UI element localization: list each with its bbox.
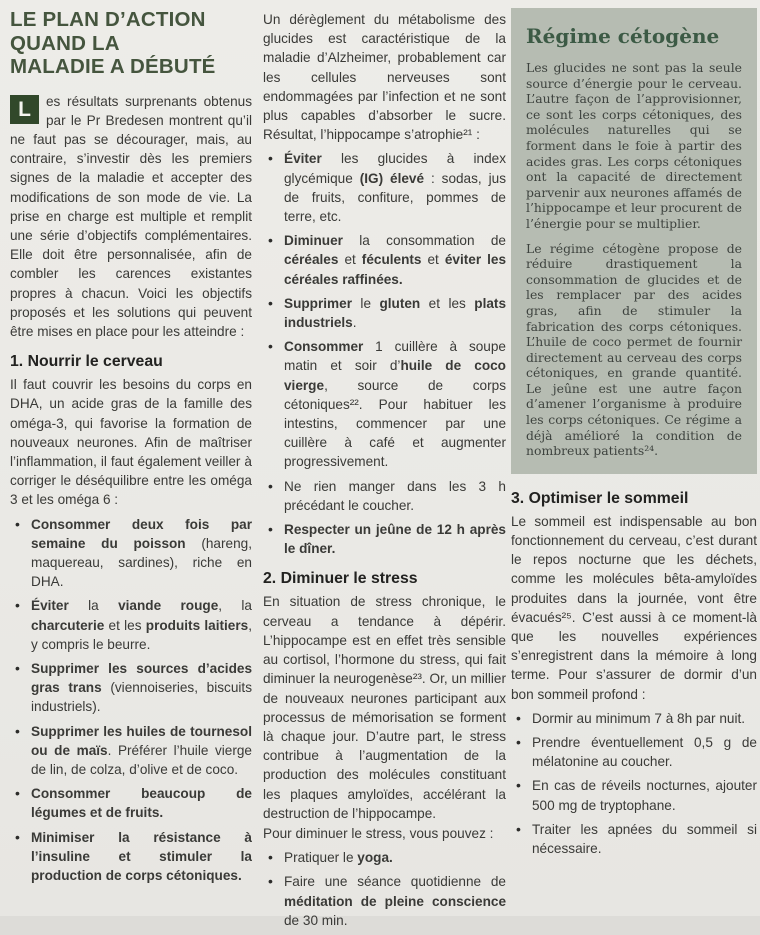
list-item: • Éviter les glucides à index glycémique (IG) élevé : sodas, jus de fruits, confiture, pommes de terre, etc. (263, 149, 506, 226)
list-item: • Diminuer la consommation de céréales et féculents et éviter les céréales raffinées. (263, 231, 506, 289)
list-item: • Minimiser la résistance à l’insuline et stimuler la production de corps cétoniques. (10, 828, 252, 886)
sidebar-box-paragraph: Les glucides ne sont pas la seule source d’énergie pour le cerveau. L’autre façon de l’approvisionner, ce sont les corps cétoniques, des molécules naturelles qui se forment dans le foie à partir des acides gras. Les corps cétoniques ont la capacité de directement parvenir aux neurones affamés de l’hippocampe et leur procurent de l’énergie pour se multiplier. (526, 60, 742, 231)
sidebar-box-regime-cetogene (511, 8, 757, 474)
list-item: • Supprimer les sources d’acides gras trans (viennoiseries, biscuits industriels). (10, 659, 252, 717)
carbs-intro: Un dérèglement du métabolisme des glucides est caractéristique de la maladie d’Alzheimer, probablement car les cellules nerveuses sont endommagées par l’infection et ne sont plus capables d’absorber le sucre. Résultat, l’hippocampe s’atrophie²¹ : (263, 12, 506, 143)
list-item: • Pratiquer le yoga. (263, 848, 506, 867)
list-item: • Consommer deux fois par semaine du poisson (hareng, maquereau, sardines), riche en DHA. (10, 515, 252, 592)
list-item: • Faire une séance quotidienne de méditation de pleine conscience de 30 min. (263, 872, 506, 930)
list-item: • Prendre éventuellement 0,5 g de mélatonine au coucher. (511, 733, 757, 771)
section-heading-2: 2. Diminuer le stress (263, 570, 418, 588)
list-item: • Ne rien manger dans les 3 h précédant le coucher. (263, 477, 506, 515)
section-heading-1: 1. Nourrir le cerveau (10, 353, 163, 371)
lead-paragraph (10, 92, 252, 342)
article-title-line: LE PLAN D’ACTION (10, 8, 206, 31)
list-item: • Consommer beaucoup de légumes et de fruits. (10, 784, 252, 822)
list-item: • Supprimer le gluten et les plats industriels. (263, 294, 506, 332)
dropcap-letter: L (10, 95, 39, 124)
column-left (10, 0, 252, 890)
article-title (10, 8, 252, 79)
list-item: • Dormir au minimum 7 à 8h par nuit. (511, 709, 757, 728)
section-2-bullet-list (263, 848, 506, 930)
article-title-line: MALADIE A DÉBUTÉ (10, 55, 216, 78)
section-2-lead-in: Pour diminuer le stress, vous pouvez : (263, 825, 494, 841)
list-item: • Traiter les apnées du sommeil si nécessaire. (511, 820, 757, 858)
list-item: • Consommer 1 cuillère à soupe matin et soir d’huile de coco vierge, source de corps cétoniques²². Pour habituer les intestins, commencer par une cuillère à café et augmenter progressivement. (263, 337, 506, 471)
list-item: • Respecter un jeûne de 12 h après le dîner. (263, 520, 506, 558)
section-3-intro: Le sommeil est indispensable au bon fonctionnement du cerveau, c’est durant le repos nocturne que les déchets, comme les molécules bêta-amyloïdes produites dans la journée, vont être évacués²⁵. C’est aussi à ce moment-là que les nouvelles expériences s’enregistrent dans la mémoire à long terme. Pour s’assurer de dormir d’un bon sommeil profond : (511, 513, 757, 702)
carbs-bullet-list (263, 149, 506, 558)
section-2-intro: En situation de stress chronique, le cerveau a tendance à dépérir. L’hippocampe est en effet très sensible au cortisol, l’hormone du stress, qui fait diminuer la neurogenèse²³. Or, un millier de nouveaux neurones participant aux processus de mémorisation se forment là chaque jour. D’autre part, le stress contribue à l’augmentation de la production des molécules constituant les plaques amyloïdes, accélérant la destruction de l’hippocampe. (263, 594, 506, 821)
section-heading-3: 3. Optimiser le sommeil (511, 489, 689, 507)
sidebar-box-title: Régime cétogène (526, 24, 720, 48)
column-middle (263, 0, 506, 935)
section-3-bullet-list (511, 709, 757, 858)
sidebar-box-paragraph: Le régime cétogène propose de réduire drastiquement la consommation de glucides et de les remplacer par des acides gras, afin de stimuler la fabrication des corps cétoniques. L’huile de coco permet de fournir directement au cerveau des corps cétoniques, en grande quantité. Le jeûne est une autre façon d’amener l’organisme à produire les corps cétoniques. Ce régime a déjà amélioré la condition de nombreux patients²⁴. (526, 240, 742, 459)
section-1-intro: Il faut couvrir les besoins du corps en DHA, un acide gras de la famille des oméga-3, qui favorise la formation de nouveaux neurones. Afin de maîtriser l’inflammation, il faut également veiller à corriger le déséquilibre entre les oméga 3 et les oméga 6 : (10, 377, 252, 508)
lead-text: es résultats surprenants obtenus par le Pr Bredesen montrent qu’il ne faut pas se décourager, mais, au contraire, s’investir dès les premiers signes de la maladie et accepter des modifications de son mode de vie. La prise en charge est multiple et remplit une série d’objectifs complémentaires. Elle doit être personnalisée, afin de combler les carences existantes propres à chacun. Voici les objectifs proposés et les solutions qui peuvent être mises en place pour les atteindre : (10, 93, 252, 339)
list-item: • Supprimer les huiles de tournesol ou de maïs. Préférer l’huile vierge de lin, de colza, d’olive et de coco. (10, 722, 252, 780)
article-title-line: QUAND LA (10, 31, 120, 55)
list-item: • Éviter la viande rouge, la charcuterie et les produits laitiers, y compris le beurre. (10, 596, 252, 654)
list-item: • En cas de réveils nocturnes, ajouter 500 mg de tryptophane. (511, 776, 757, 814)
section-1-bullet-list (10, 515, 252, 886)
column-right (511, 0, 757, 863)
